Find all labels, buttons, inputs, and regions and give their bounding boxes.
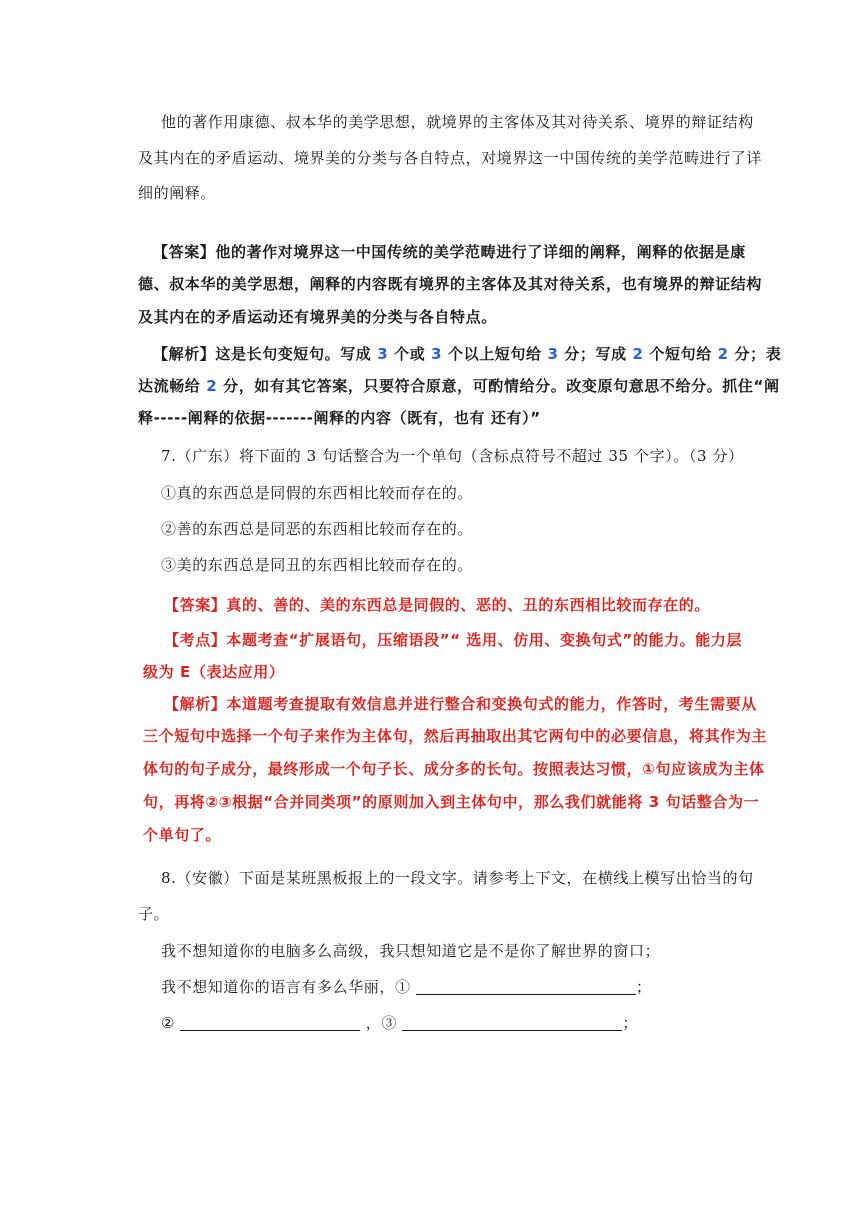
analysis1-text: 分；表 [728, 345, 782, 363]
answer-blank-2[interactable] [180, 1014, 360, 1031]
analysis1-line1 [153, 344, 781, 364]
score-number: 2 [206, 377, 218, 395]
answer-blank-3[interactable] [402, 1014, 622, 1031]
score-number: 3 [431, 345, 443, 363]
analysis2-line1 [164, 694, 757, 714]
analysis2-line2: 三个短句中选择一个句子来作为主体句，然后再抽取出其它两句中的必要信息，将其作为主 [143, 727, 768, 745]
answer1-text-1: 他的著作对境界这一中国传统的美学范畴进行了详细的阐释，阐释的依据是康 [215, 243, 746, 261]
answer1-line2: 德、叔本华的美学思想，阐释的内容既有境界的主客体及其对待关系，也有境界的辩证结构 [138, 275, 763, 293]
analysis2-text-1: 本道题考查提取有效信息并进行整合和变换句式的能力，作答时，考生需要从 [226, 695, 757, 713]
answer2-line [164, 595, 710, 615]
score-number: 3 [377, 345, 389, 363]
kaodian-tag: 【考点】 [164, 631, 227, 649]
q8-sentence-1: 我不想知道你的电脑多么高级，我只想知道它是不是你了解世界的窗口； [161, 942, 661, 960]
score-number: 2 [717, 345, 729, 363]
q8-sentence-3-end: ； [622, 1014, 638, 1032]
q8-sentence-3-mark-2: ② [161, 1014, 181, 1032]
q8-sentence-2 [161, 977, 652, 997]
para1-line2: 及其内在的矛盾运动、境界美的分类与各自特点，对境界这一中国传统的美学范畴进行了详 [138, 149, 763, 167]
analysis1-line2 [138, 376, 780, 396]
analysis2-line4: 句，再将②③根据“合并同类项”的原则加入到主体句中，那么我们就能将 3 句话整合为一 [143, 793, 760, 811]
q8-sentence-2-text: 我不想知道你的语言有多么华丽，① [161, 978, 416, 996]
q7-sentence-3: ③美的东西总是同丑的东西相比较而存在的。 [161, 556, 474, 574]
kaodian-line2: 级为 E（表达应用） [143, 663, 285, 681]
q7-sentence-2: ②善的东西总是同恶的东西相比较而存在的。 [161, 520, 474, 538]
analysis1-text: 个短句给 [643, 345, 718, 363]
answer-blank-1[interactable] [416, 978, 636, 995]
para1-line1: 他的著作用康德、叔本华的美学思想，就境界的主客体及其对待关系、境界的辩证结构 [161, 113, 754, 131]
score-number: 2 [632, 345, 644, 363]
q7-stem: 7.（广东）将下面的 3 句话整合为一个单句（含标点符号不超过 35 个字）。（3 分） [161, 447, 744, 465]
q8-sentence-2-end: ； [635, 978, 652, 996]
analysis1-text: 个以上短句给 [442, 345, 548, 363]
answer2-text: 真的、善的、美的东西总是同假的、恶的、丑的东西相比较而存在的。 [226, 596, 711, 614]
analysis1-text: 分，如有其它答案，只要符合原意，可酌情给分。改变原句意思不给分。抓住“阐 [217, 377, 780, 395]
kaodian-line1 [164, 630, 742, 650]
q8-stem-line2: 子。 [138, 905, 170, 923]
analysis2-line5: 个单句了。 [143, 826, 222, 844]
answer1-line3: 及其内在的矛盾运动还有境界美的分类与各自特点。 [138, 308, 497, 326]
q8-stem-line1: 8.（安徽）下面是某班黑板报上的一段文字。请参考上下文，在横线上模写出恰当的句 [161, 869, 754, 887]
para1-line3: 细的阐释。 [138, 184, 217, 202]
analysis1-text: 个或 [388, 345, 432, 363]
q7-sentence-1: ①真的东西总是同假的东西相比较而存在的。 [161, 484, 474, 502]
answer1-line1 [153, 242, 746, 262]
analysis2-line3: 体句的句子成分，最终形成一个句子长、成分多的长句。按照表达习惯，①句应该成为主体 [143, 760, 765, 778]
analysis1-text: 达流畅给 [138, 377, 207, 395]
analysis1-line3: 释-----阐释的依据-------阐释的内容（既有，也有 还有）” [138, 409, 541, 427]
q8-sentence-3-mark-3: ，③ [360, 1014, 403, 1032]
analysis1-text: 分；写成 [558, 345, 633, 363]
answer1-tag: 【答案】 [153, 243, 216, 261]
analysis1-text: 这是长句变短句。写成 [215, 345, 378, 363]
analysis2-tag: 【解析】 [164, 695, 227, 713]
kaodian-text-1: 本题考查“扩展语句，压缩语段”“ 选用、仿用、变换句式”的能力。能力层 [226, 631, 743, 649]
analysis1-tag: 【解析】 [153, 345, 216, 363]
answer2-tag: 【答案】 [164, 596, 227, 614]
q8-sentence-3 [161, 1013, 638, 1033]
score-number: 3 [547, 345, 559, 363]
